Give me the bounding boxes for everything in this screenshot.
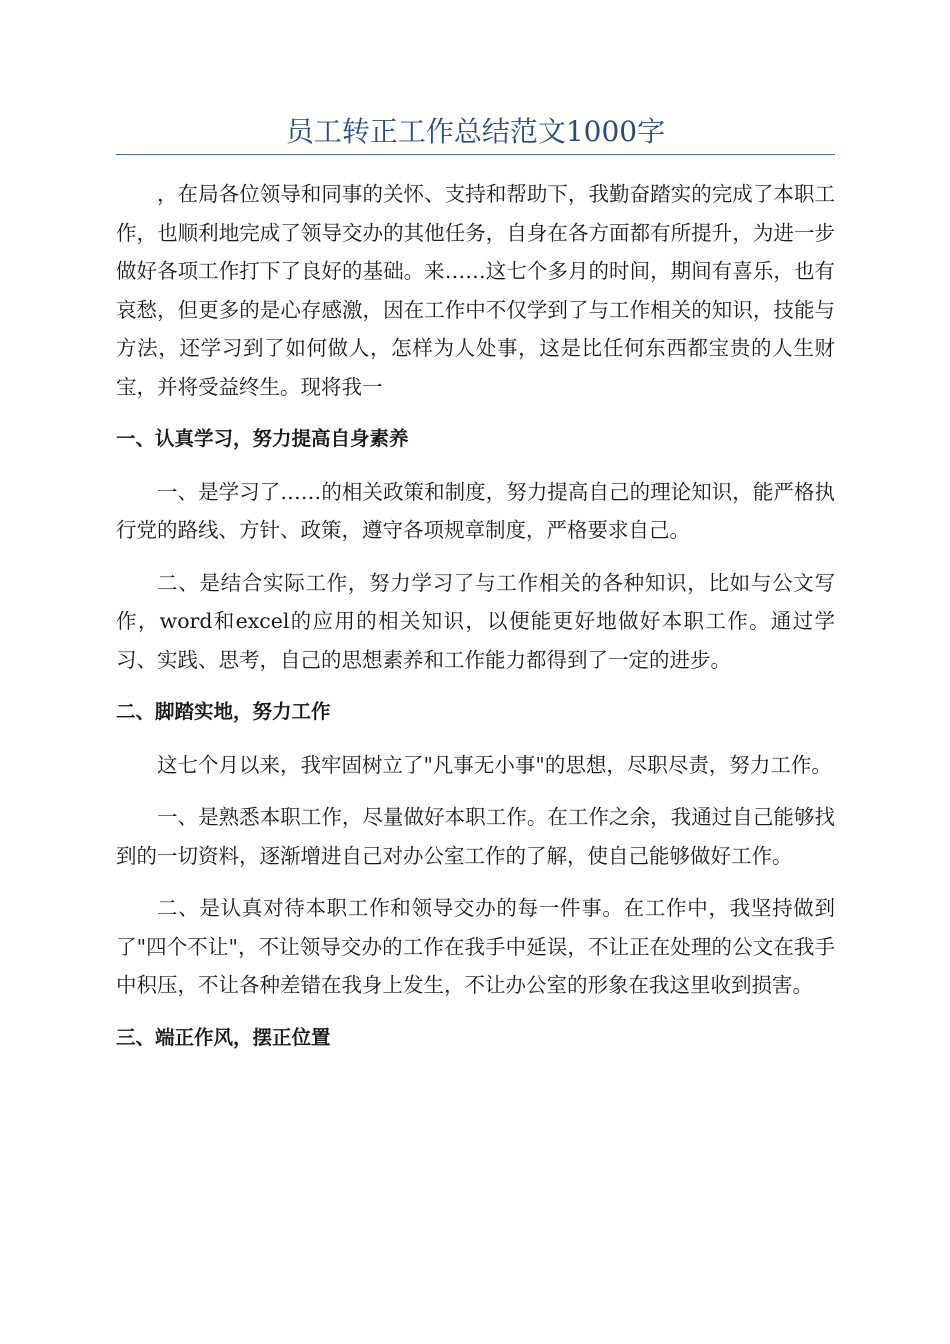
section-2-paragraph-1: 这七个月以来，我牢固树立了"凡事无小事"的思想，尽职尽责，努力工作。	[157, 752, 832, 777]
section-2-paragraph-3: 二、是认真对待本职工作和领导交办的每一件事。在工作中，我坚持做到了"四个不让"，不让领导交办的工作在我手中延误，不让正在处理的公文在我手中积压，不让各种差错在我身上发生，不让办公室的形象在我这里收到损害。	[116, 896, 835, 997]
document-title: 员工转正工作总结范文1000字	[285, 115, 666, 148]
section-heading-1: 一、认真学习，努力提高自身素养	[116, 427, 409, 450]
section-1-paragraph-2: 二、是结合实际工作，努力学习了与工作相关的各种知识，比如与公文写作，word和excel的应用的相关知识，以便能更好地做好本职工作。通过学习、实践、思考，自己的思想素养和工作能力都得到了一定的进步。	[116, 570, 835, 672]
section-heading-3: 三、端正作风，摆正位置	[116, 1025, 331, 1049]
document-body	[116, 175, 835, 1057]
intro-paragraph: ，在局各位领导和同事的关怀、支持和帮助下，我勤奋踏实的完成了本职工作，也顺利地完成了领导交办的其他任务，自身在各方面都有所提升，为进一步做好各项工作打下了良好的基础。来……这七个多月的时间，期间有喜乐，也有哀愁，但更多的是心存感激，因在工作中不仅学到了与工作相关的知识，技能与方法，还学习到了如何做人，怎样为人处事，这是比任何东西都宝贵的人生财宝，并将受益终生。现将我一	[116, 182, 835, 399]
section-1-paragraph-1: 一、是学习了……的相关政策和制度，努力提高自己的理论知识，能严格执行党的路线、方针、政策，遵守各项规章制度，严格要求自己。	[116, 479, 835, 542]
title-underline	[116, 154, 835, 155]
section-2-paragraph-2: 一、是熟悉本职工作，尽量做好本职工作。在工作之余，我通过自己能够找到的一切资料，逐渐增进自己对办公室工作的了解，使自己能够做好工作。	[116, 805, 835, 868]
section-heading-2: 二、脚踏实地，努力工作	[116, 700, 331, 723]
